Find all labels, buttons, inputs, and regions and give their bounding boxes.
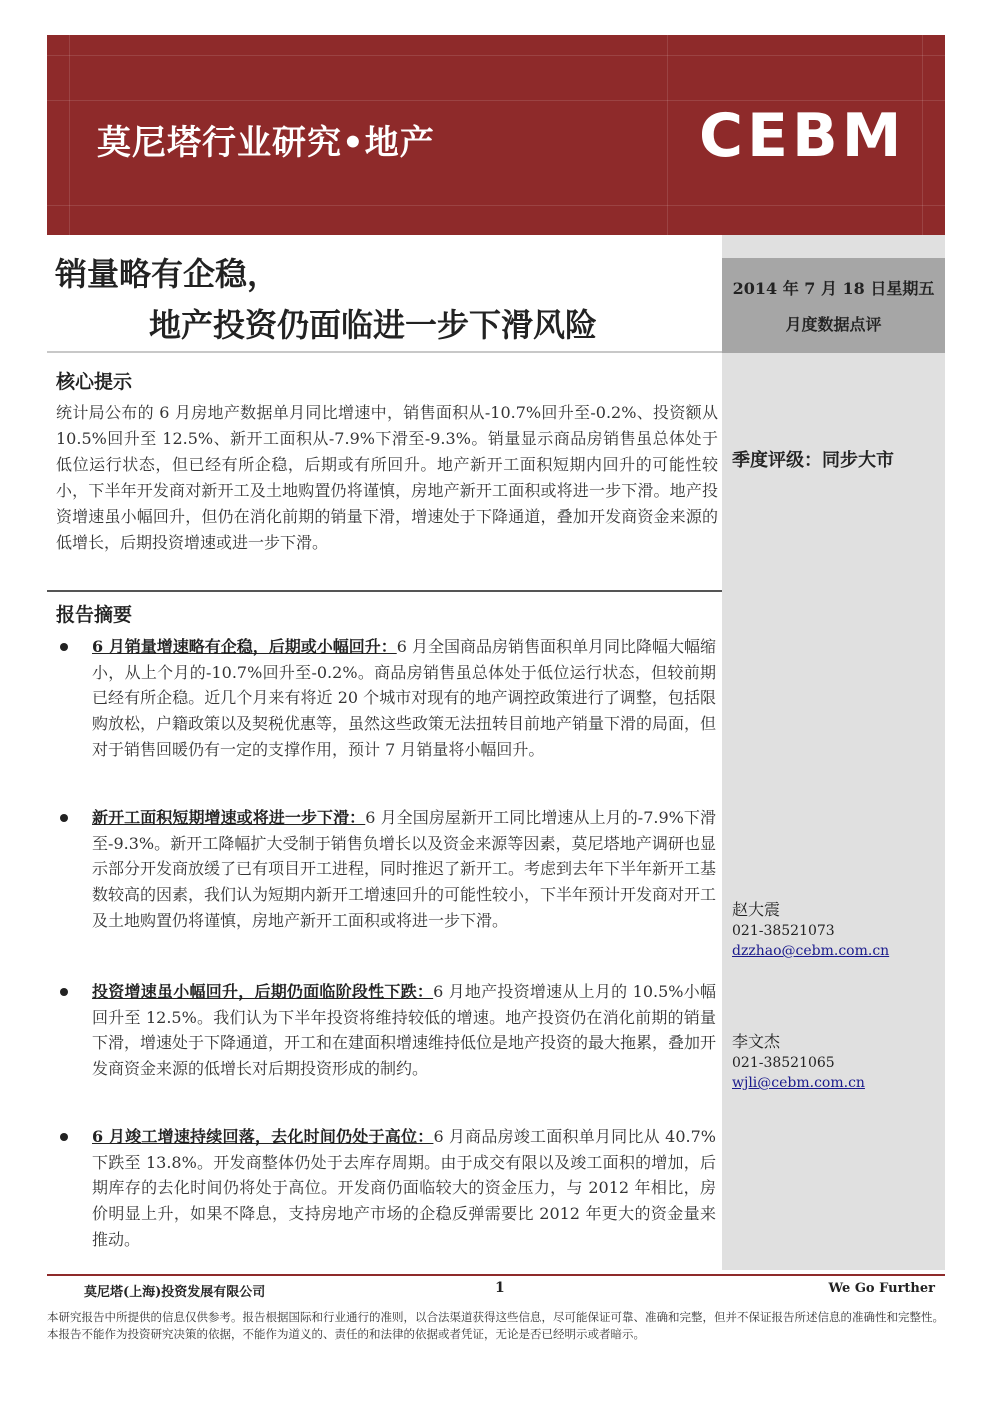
bullet-icon bbox=[60, 814, 68, 822]
analyst-name: 赵大震 bbox=[732, 900, 781, 919]
summary-item-title: 6 月竣工增速持续回落，去化时间仍处于高位： bbox=[92, 1127, 434, 1146]
report-type: 月度数据点评 bbox=[785, 315, 882, 334]
headline-line-1: 销量略有企稳， bbox=[55, 255, 280, 293]
summary-item-body: 6 月全国商品房销售面积单月同比降幅大幅缩小，从上个月的-10.7%回升至-0.2%。商品房销售虽总体处于低位运行状态，但较前期已经有所企稳。近几个月来有将近 20 个城市对现有的地产调控政策进行了调整，包括限购放松，户籍政策以及契税优惠等，虽然这些政策无法扭转目前地产销量下滑的局面，但对于销售回暖仍有一定的支撑作用，预计 7 月销量将小幅回升。 bbox=[92, 637, 717, 759]
header-banner bbox=[47, 35, 945, 235]
right-sidebar bbox=[722, 235, 945, 1270]
analyst-email-link[interactable]: wjli@cebm.com.cn bbox=[732, 1075, 865, 1091]
quarterly-rating: 季度评级：同步大市 bbox=[732, 450, 894, 471]
analyst-email-link[interactable]: dzzhao@cebm.com.cn bbox=[732, 943, 890, 959]
bullet-icon bbox=[60, 1133, 68, 1141]
analyst-name: 李文杰 bbox=[732, 1032, 781, 1051]
core-heading: 核心提示 bbox=[56, 371, 133, 393]
summary-heading: 报告摘要 bbox=[56, 604, 133, 626]
report-headline bbox=[47, 235, 722, 353]
summary-item bbox=[92, 1124, 716, 1253]
banner-title: 莫尼塔行业研究•地产 bbox=[97, 123, 435, 163]
footer-slogan: We Go Further bbox=[828, 1281, 935, 1296]
report-date: 2014 年 7 月 18 日星期五 bbox=[732, 279, 935, 298]
analyst-phone: 021-38521065 bbox=[732, 1055, 835, 1071]
footer-company: 莫尼塔(上海)投资发展有限公司 bbox=[84, 1285, 266, 1300]
summary-item-body: 6 月地产投资增速从上月的 10.5%小幅回升至 12.5%。我们认为下半年投资将维持较低的增速。地产投资仍在消化前期的销量下滑，增速处于下降通道，开工和在建面积增速维持低位是地产投资的最大拖累，叠加开发商资金来源的低增长对后期投资形成的制约。 bbox=[92, 982, 717, 1079]
bullet-icon bbox=[60, 988, 68, 996]
core-text: 统计局公布的 6 月房地产数据单月同比增速中，销售面积从-10.7%回升至-0.2%、投资额从 10.5%回升至 12.5%、新开工面积从-7.9%下滑至-9.3%。销量显示商品房销售虽总体处于低位运行状态，但已经有所企稳，后期或有所回升。地产新开工面积短期内回升的可能性较小，下半年开发商对新开工及土地购置仍将谨慎，房地产新开工面积或将进一步下滑。地产投资增速虽小幅回升，但仍在消化前期的销量下滑，增速处于下降通道，叠加开发商资金来源的低增长，后期投资增速或进一步下滑。 bbox=[56, 403, 718, 552]
summary-item bbox=[92, 634, 716, 763]
cebm-logo: CEBM bbox=[699, 101, 906, 171]
summary-item-body: 6 月全国房屋新开工同比增速从上月的-7.9%下滑至-9.3%。新开工降幅扩大受制于销售负增长以及资金来源等因素，莫尼塔地产调研也显示部分开发商放缓了已有项目开工进程，同时推迟了新开工。考虑到去年下半年新开工基数较高的因素，我们认为短期内新开工增速回升的可能性较小，下半年预计开发商对开工及土地购置仍将谨慎，房地产新开工面积或将进一步下滑。 bbox=[92, 808, 717, 930]
page-footer bbox=[47, 1274, 945, 1302]
summary-item bbox=[92, 805, 716, 934]
disclaimer: 本研究报告中所提供的信息仅供参考。报告根据国际和行业通行的准则，以合法渠道获得这些信息，尽可能保证可靠、准确和完整，但并不保证报告所述信息的准确性和完整性。本报告不能作为投资研究决策的依据，不能作为道义的、责任的和法律的依据或者凭证，无论是否已经明示或者暗示。 bbox=[47, 1310, 944, 1341]
summary-item-body: 6 月商品房竣工面积单月同比从 40.7%下跌至 13.8%。开发商整体仍处于去库存周期。由于成交有限以及竣工面积的增加，后期库存的去化时间仍将处于高位。开发商仍面临较大的资金压力，与 2012 年相比，房价明显上升，如果不降息，支持房地产市场的企稳反弹需要比 2012 年更大的资金量来推动。 bbox=[92, 1127, 716, 1249]
date-box bbox=[722, 258, 945, 353]
section-divider bbox=[47, 590, 722, 592]
analyst-phone: 021-38521073 bbox=[732, 923, 835, 939]
bullet-icon bbox=[60, 643, 68, 651]
analyst-contact bbox=[732, 1031, 865, 1093]
analyst-contact bbox=[732, 899, 889, 961]
page-number: 1 bbox=[495, 1280, 505, 1296]
summary-item-title: 新开工面积短期增速或将进一步下滑： bbox=[92, 808, 366, 827]
summary-item bbox=[92, 979, 716, 1082]
headline-line-2: 地产投资仍面临进一步下滑风险 bbox=[149, 306, 598, 344]
summary-item-title: 投资增速虽小幅回升，后期仍面临阶段性下跌： bbox=[92, 982, 434, 1001]
summary-item-title: 6 月销量增速略有企稳，后期或小幅回升： bbox=[92, 637, 397, 656]
